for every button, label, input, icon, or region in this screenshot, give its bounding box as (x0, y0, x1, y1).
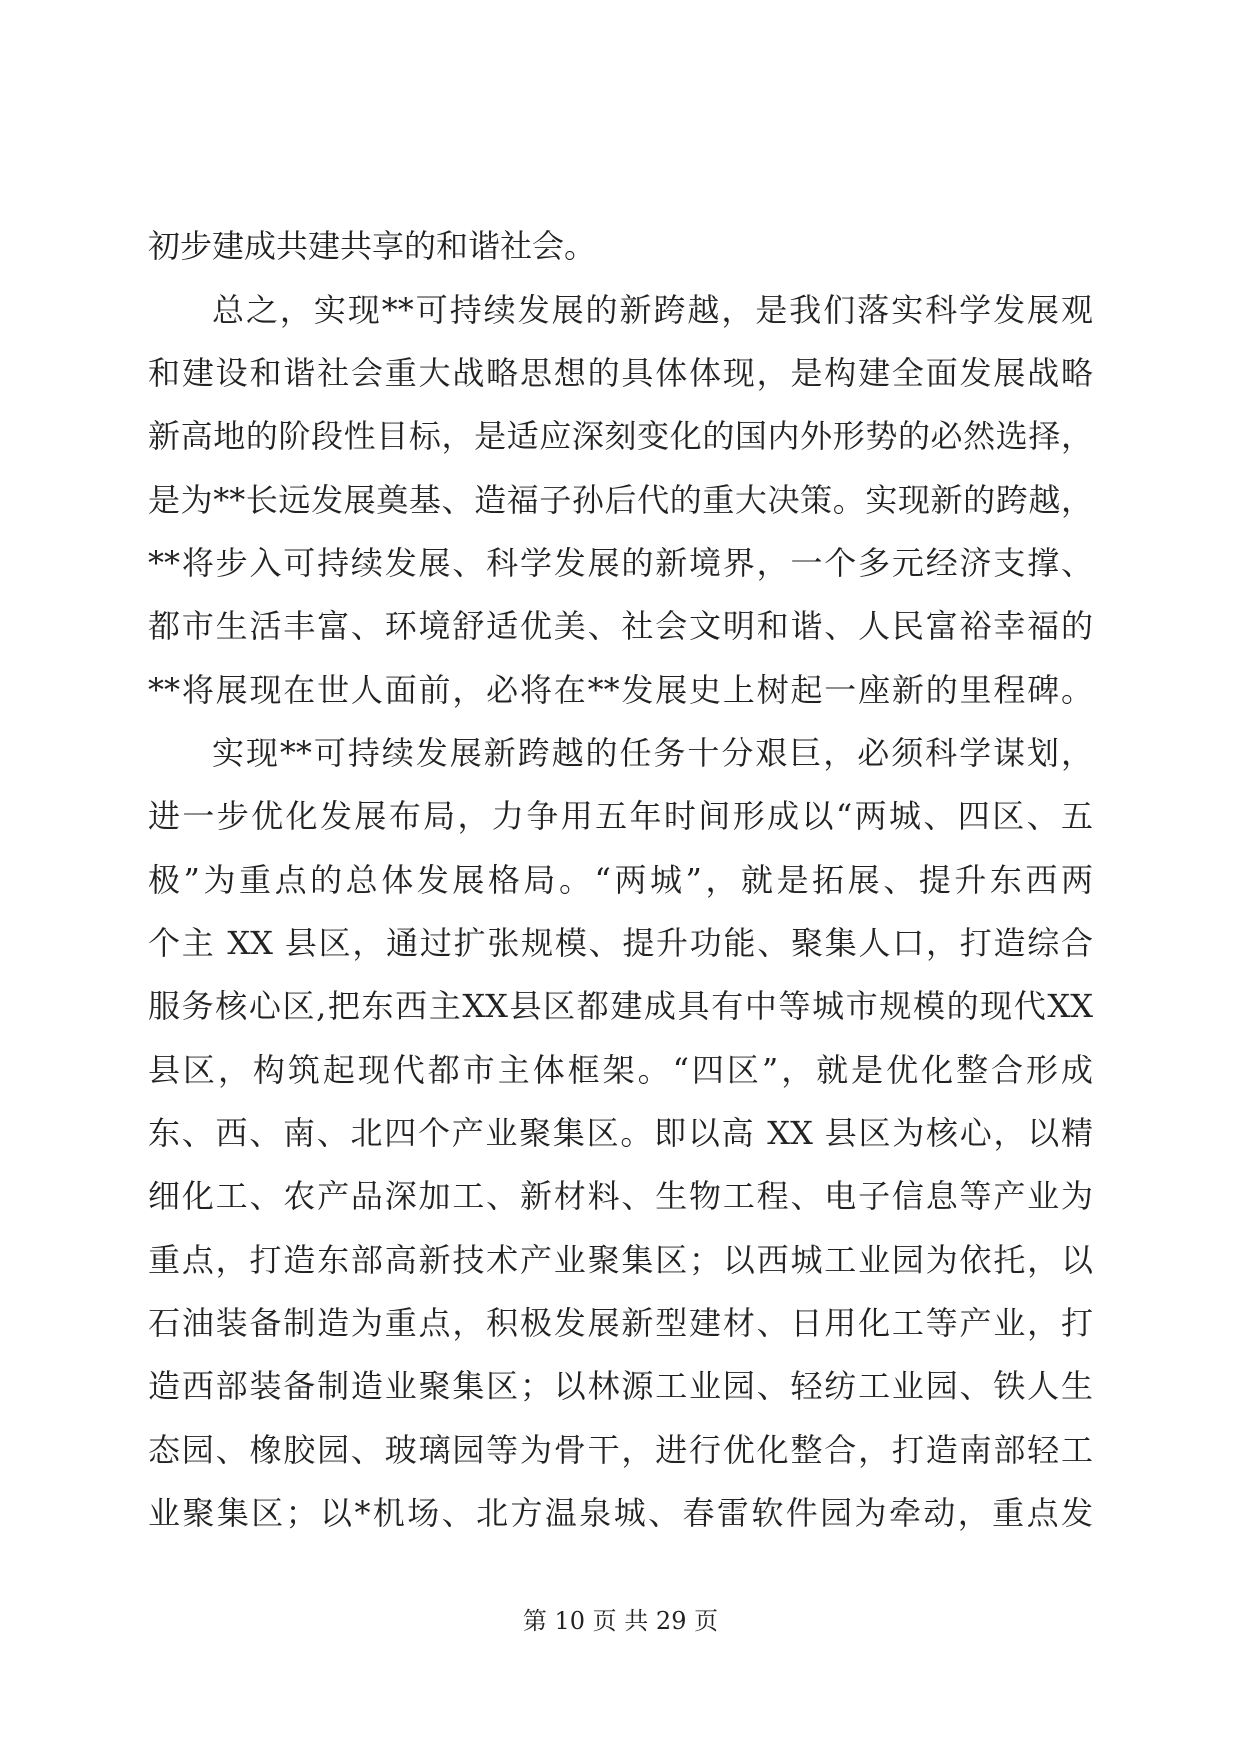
text-line: 县区，构筑起现代都市主体框架。“四区”，就是优化整合形成 (148, 1051, 1093, 1089)
text-line: 极”为重点的总体发展格局。“两城”，就是拓展、提升东西两 (148, 861, 1093, 899)
text-line: 和建设和谐社会重大战略思想的具体体现，是构建全面发展战略 (148, 354, 1093, 392)
text-line: 业聚集区；以*机场、北方温泉城、春雷软件园为牵动，重点发 (148, 1494, 1093, 1532)
text-line: **将展现在世人面前，必将在**发展史上树起一座新的里程碑。 (148, 671, 1093, 709)
text-line: 进一步优化发展布局，力争用五年时间形成以“两城、四区、五 (148, 797, 1093, 835)
text-line: 个主 XX 县区，通过扩张规模、提升功能、聚集人口，打造综合 (148, 924, 1093, 962)
text-line: **将步入可持续发展、科学发展的新境界，一个多元经济支撑、 (148, 544, 1093, 582)
text-line: 重点，打造东部高新技术产业聚集区；以西城工业园为依托，以 (148, 1241, 1093, 1279)
text-line: 细化工、农产品深加工、新材料、生物工程、电子信息等产业为 (148, 1177, 1093, 1215)
text-line: 东、西、南、北四个产业聚集区。即以高 XX 县区为核心，以精 (148, 1114, 1093, 1152)
text-line: 总之，实现**可持续发展的新跨越，是我们落实科学发展观 (212, 291, 1093, 329)
text-line: 造西部装备制造业聚集区；以林源工业园、轻纺工业园、铁人生 (148, 1367, 1093, 1405)
text-line: 态园、橡胶园、玻璃园等为骨干，进行优化整合，打造南部轻工 (148, 1431, 1093, 1469)
text-line: 都市生活丰富、环境舒适优美、社会文明和谐、人民富裕幸福的 (148, 607, 1093, 645)
text-line: 石油装备制造为重点，积极发展新型建材、日用化工等产业，打 (148, 1304, 1093, 1342)
text-line: 实现**可持续发展新跨越的任务十分艰巨，必须科学谋划， (212, 734, 1093, 772)
text-line: 新高地的阶段性目标，是适应深刻变化的国内外形势的必然选择， (148, 417, 1093, 455)
text-line: 服务核心区,把东西主XX县区都建成具有中等城市规模的现代XX (148, 987, 1093, 1025)
text-line: 是为**长远发展奠基、造福子孙后代的重大决策。实现新的跨越， (148, 481, 1093, 519)
text-line: 初步建成共建共享的和谐社会。 (148, 227, 597, 265)
page-number-footer: 第 10 页 共 29 页 (522, 1607, 719, 1635)
